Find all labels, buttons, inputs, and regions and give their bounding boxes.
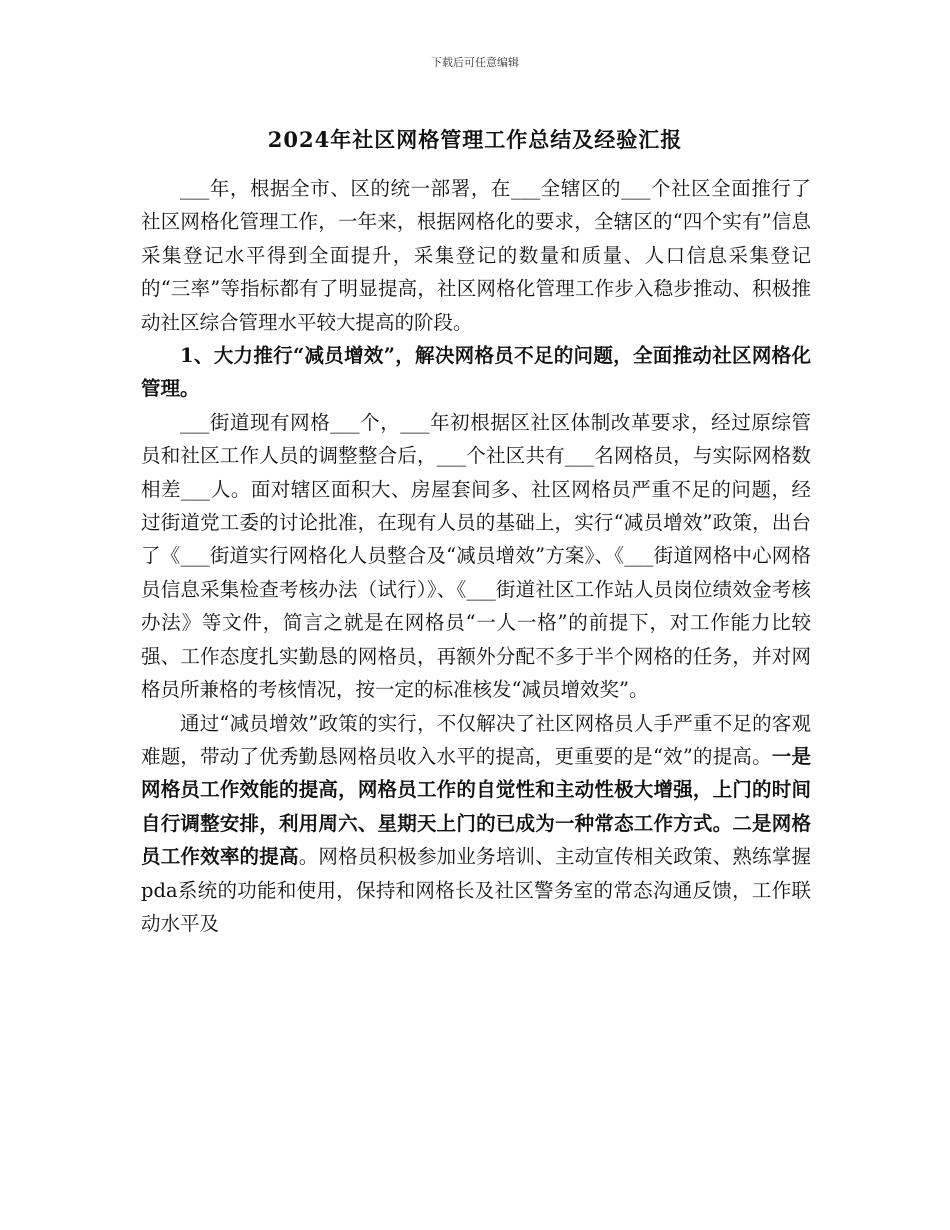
paragraph-intro: ___年，根据全市、区的统一部署，在___全辖区的___个社区全面推行了社区网格化管理工作，一年来，根据网格化的要求，全辖区的“四个实有”信息采集登记水平得到全面提升，采集登记的数量和质量、人口信息采集登记的“三率”等指标都有了明显提高，社区网格化管理工作步入稳步推动、积极推动社区综合管理水平较大提高的阶段。: [141, 177, 811, 334]
paragraph-results-text: 通过“减员增效”政策的实行，不仅解决了社区网格员人手严重不足的客观难题，带动了优秀勤恳网格员收入水平的提高，更重要的是“效”的提高。: [141, 711, 811, 768]
paragraph-results-text-cont: 。网格员积极参加业务培训、主动宣传相关政策、熟练掌握pda系统的功能和使用，保持和网格长及社区警务室的常态沟通反馈，工作联动水平及: [141, 845, 811, 935]
paragraph-results: [141, 707, 811, 941]
paragraph-grid-staff: ___街道现有网格___个，___年初根据区社区体制改革要求，经过原综管员和社区工作人员的调整整合后，___个社区共有___名网格员，与实际网格数相差___人。面对辖区面积大、房屋套间多、社区网格员严重不足的问题，经过街道党工委的讨论批准，在现有人员的基础上，实行“减员增效”政策，出台了《___街道实行网格化人员整合及“减员增效”方案》、《___街道网格中心网格员信息采集检查考核办法（试行）》、《___街道社区工作站人员岗位绩效金考核办法》等文件，简言之就是在网格员“一人一格”的前提下，对工作能力比较强、工作态度扎实勤恳的网格员，再额外分配不多于半个网格的任务，并对网格员所兼格的考核情况，按一定的标准核发“减员增效奖”。: [141, 410, 811, 702]
document-title: 2024年社区网格管理工作总结及经验汇报: [267, 127, 683, 152]
paragraph-results-bold: 一是网格员工作效能的提高，网格员工作的自觉性和主动性极大增强，上门的时间自行调整安排，利用周六、星期天上门的已成为一种常态工作方式。二是网格员工作效率的提高: [141, 744, 811, 869]
header-note: 下载后可任意编辑: [431, 56, 519, 69]
section-heading: 1、大力推行“减员增效”，解决网格员不足的问题，全面推动社区网格化管理。: [141, 344, 811, 401]
document-body: [141, 172, 811, 940]
